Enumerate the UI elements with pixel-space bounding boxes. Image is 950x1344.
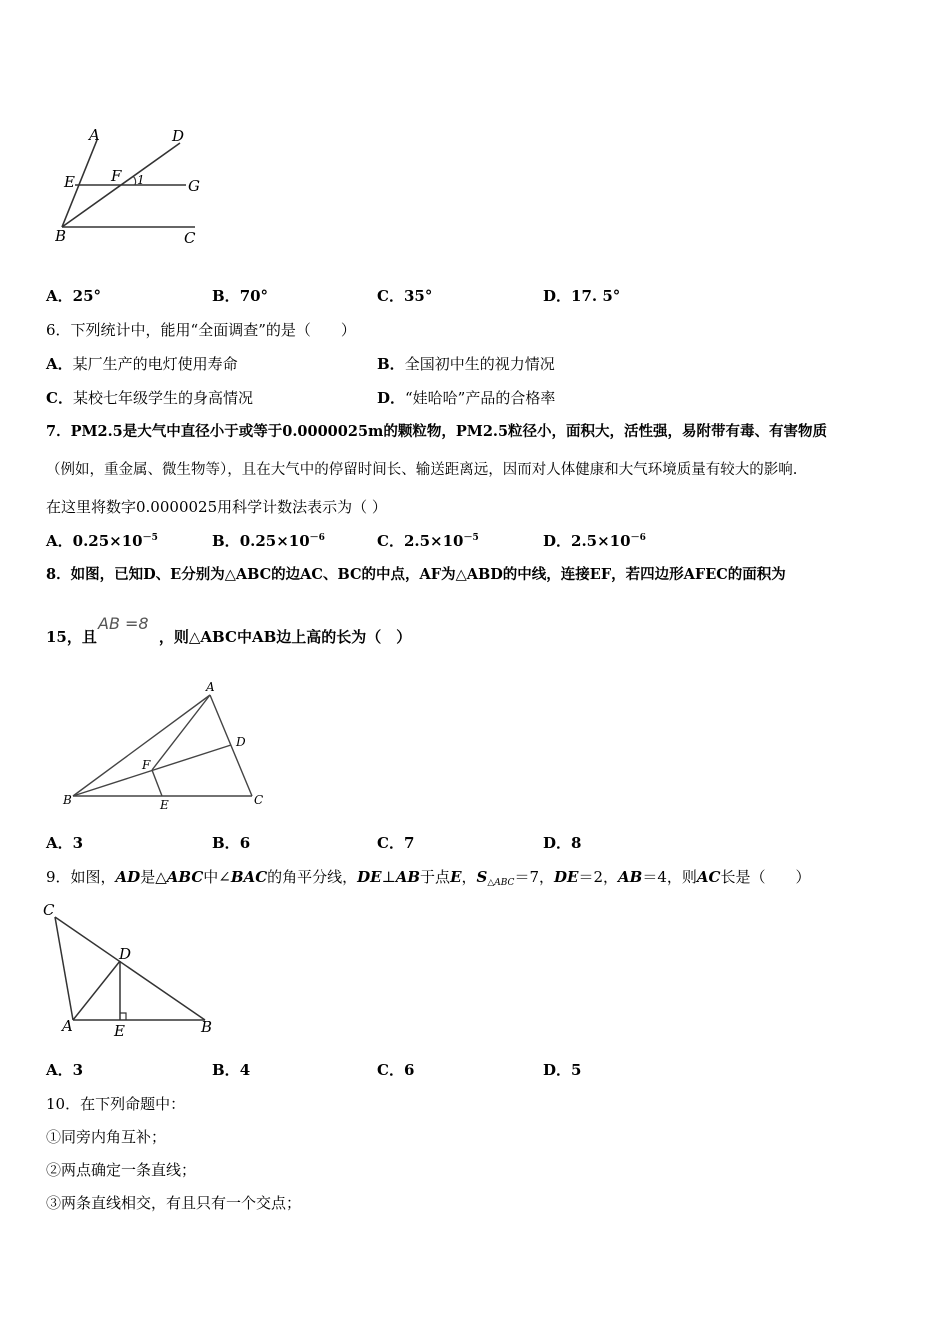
segment-FE xyxy=(152,770,162,796)
q7-line-3: 在这里将数字0.0000025用科学计数法表示为（ ） xyxy=(46,498,387,516)
label-F: F xyxy=(142,758,151,772)
q7-option-a: A．$0.25\times 10^{-5}$ xyxy=(46,532,158,550)
q9-figure xyxy=(40,900,220,1042)
q8-option-a: A．3 xyxy=(46,834,84,852)
label-E: E xyxy=(114,1022,125,1040)
q5-option-d: D．17. 5° xyxy=(543,287,621,305)
side-CA xyxy=(55,917,73,1020)
q5-option-b: B．70° xyxy=(212,287,269,305)
label-D: D xyxy=(236,735,246,749)
q7-option-c: C．$2.5\times 10^{-5}$ xyxy=(377,532,479,550)
q9-option-a: A．3 xyxy=(46,1061,84,1079)
q7-line-2: （例如，重金属、微生物等），且在大气中的停留时间长、输送距离远，因而对人体健康和大气环境质量有较大的影响. xyxy=(46,462,798,478)
q8-option-d: D．8 xyxy=(543,834,582,852)
q8-option-c: C．7 xyxy=(377,834,415,852)
q8-option-b: B．6 xyxy=(212,834,251,852)
side-CB xyxy=(55,917,205,1020)
angle-arc xyxy=(133,176,136,185)
q7-option-b: B．$0.25\times 10^{-6}$ xyxy=(212,532,325,550)
q6-option-c: C．某校七年级学生的身高情况 xyxy=(46,389,253,407)
q10-stem: 10．在下列命题中： xyxy=(46,1095,186,1113)
label-B: B xyxy=(63,793,72,807)
label-C: C xyxy=(43,901,55,919)
q8-line-2: 15，且 ，则△ABC中AB边上高的长为（ ） xyxy=(46,628,412,646)
q10-item-3: ③两条直线相交，有且只有一个交点； xyxy=(46,1194,302,1212)
q10-item-1: ①同旁内角互补； xyxy=(46,1128,167,1146)
right-angle-mark xyxy=(120,1013,126,1020)
q5-figure xyxy=(55,124,215,246)
label-A: A xyxy=(62,1017,73,1035)
label-A: A xyxy=(206,680,215,694)
q5-option-a: A．25° xyxy=(46,287,102,305)
q8-line-1: 8．如图，已知D、E分别为△ABC的边AC、BC的中点，AF为△ABD的中线，连接EF，若四边形AFEC的面积为 xyxy=(46,566,786,583)
label-C: C xyxy=(254,793,264,807)
q9-option-b: B．4 xyxy=(212,1061,251,1079)
q6-option-b: B．全国初中生的视力情况 xyxy=(377,355,555,373)
q9-option-c: C．6 xyxy=(377,1061,415,1079)
q5-option-c: C．35° xyxy=(377,287,433,305)
label-G: G xyxy=(188,177,200,195)
label-angle-1: 1 xyxy=(137,173,145,187)
q8-figure xyxy=(60,678,270,814)
segment-AF xyxy=(152,695,210,770)
q7-line-1: 7．PM2.5是大气中直径小于或等于0.0000025m的颗粒物，PM2.5粒径小，面积大，活性强，易附带有毒、有害物质 xyxy=(46,423,828,440)
label-A: A xyxy=(89,126,100,144)
q7-option-d: D．$2.5\times 10^{-6}$ xyxy=(543,532,646,550)
q6-option-a: A．某厂生产的电灯使用寿命 xyxy=(46,355,238,373)
label-D: D xyxy=(172,127,185,145)
q9-stem: 9．如图，AD是△ABC中∠BAC的角平分线，DE⊥AB于点E，$S_{\triangle ABC}=7$，DE＝2，AB＝4，则AC长是（ ） xyxy=(46,868,811,888)
label-D: D xyxy=(119,945,132,963)
label-B: B xyxy=(201,1018,213,1036)
q6-stem: 6．下列统计中，能用“全面调查”的是（ ） xyxy=(46,321,356,339)
label-F: F xyxy=(111,167,122,185)
label-E: E xyxy=(160,798,169,812)
segment-AD xyxy=(73,961,120,1020)
q8-formula: AB =8 xyxy=(98,614,149,633)
q10-item-2: ②两点确定一条直线； xyxy=(46,1161,197,1179)
q6-option-d: D．“娃哈哈”产品的合格率 xyxy=(377,389,556,407)
label-B: B xyxy=(55,227,67,245)
label-C: C xyxy=(184,229,196,246)
q9-option-d: D．5 xyxy=(543,1061,582,1079)
label-E: E xyxy=(64,173,75,191)
side-AB xyxy=(73,695,210,796)
